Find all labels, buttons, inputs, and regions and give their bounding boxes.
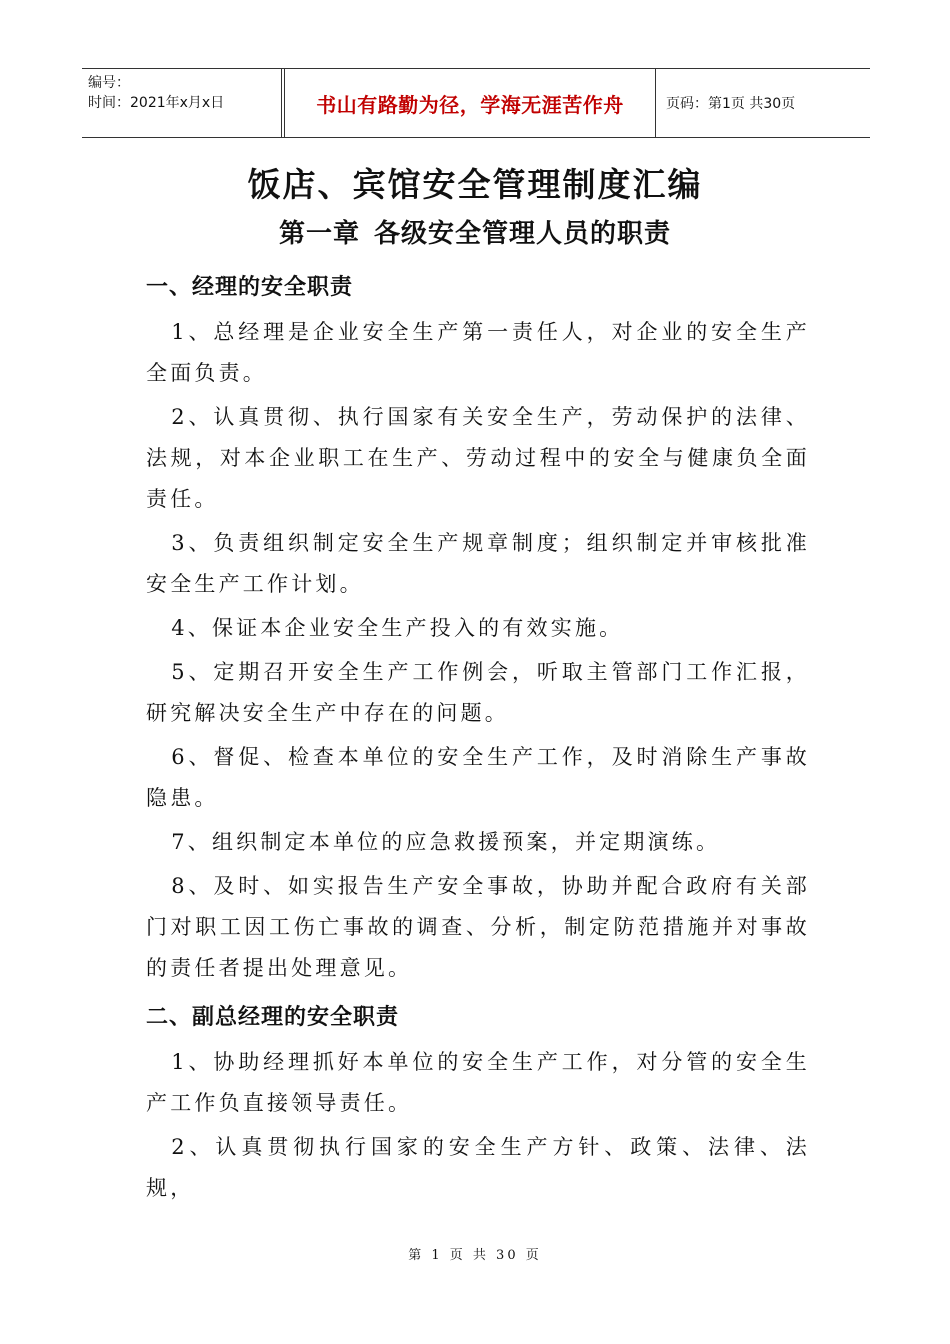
paragraph: 8、及时、如实报告生产安全事故，协助并配合政府有关部门对职工因工伤亡事故的调查、分析，制定防范措施并对事故的责任者提出处理意见。: [146, 874, 810, 980]
section-heading: 一、经理的安全职责: [146, 274, 354, 300]
header-motto-cell: [284, 69, 656, 137]
paragraph: 5、定期召开安全生产工作例会，听取主管部门工作汇报，研究解决安全生产中存在的问题。: [146, 660, 810, 725]
paragraph: 4、保证本企业安全生产投入的有效实施。: [171, 616, 624, 640]
paragraph: 7、组织制定本单位的应急救援预案，并定期演练。: [171, 830, 721, 854]
paragraph: 1、总经理是企业安全生产第一责任人，对企业的安全生产全面负责。: [146, 320, 810, 385]
document-body: [146, 262, 810, 1212]
paragraph: 2、认真贯彻执行国家的安全生产方针、政策、法律、法规，: [146, 1135, 810, 1200]
paragraph: 1、协助经理抓好本单位的安全生产工作，对分管的安全生产工作负直接领导责任。: [146, 1050, 810, 1115]
document-number-label: 编号：: [88, 75, 130, 91]
chapter-heading: [0, 212, 950, 256]
section-heading: 二、副总经理的安全职责: [146, 1004, 400, 1030]
chapter-title: 各级安全管理人员的职责: [374, 219, 672, 249]
chapter-number: 第一章: [278, 219, 360, 249]
paragraph: 2、认真贯彻、执行国家有关安全生产，劳动保护的法律、法规，对本企业职工在生产、劳动过程中的安全与健康负全面责任。: [146, 405, 810, 511]
document-date: 时间：2021年x月x日: [88, 95, 225, 111]
header-meta: [82, 69, 282, 137]
paragraph: 6、督促、检查本单位的安全生产工作，及时消除生产事故隐患。: [146, 745, 810, 810]
document-title: 饭店、宾馆安全管理制度汇编: [247, 165, 703, 204]
header-motto: 书山有路勤为径，学海无涯苦作舟: [316, 92, 624, 117]
paragraph: 3、负责组织制定安全生产规章制度；组织制定并审核批准安全生产工作计划。: [146, 531, 810, 596]
document-header: [82, 68, 870, 138]
page-footer: 第 1 页 共 30 页: [408, 1248, 542, 1263]
header-page-info: 页码：第1页 共30页: [666, 96, 796, 112]
